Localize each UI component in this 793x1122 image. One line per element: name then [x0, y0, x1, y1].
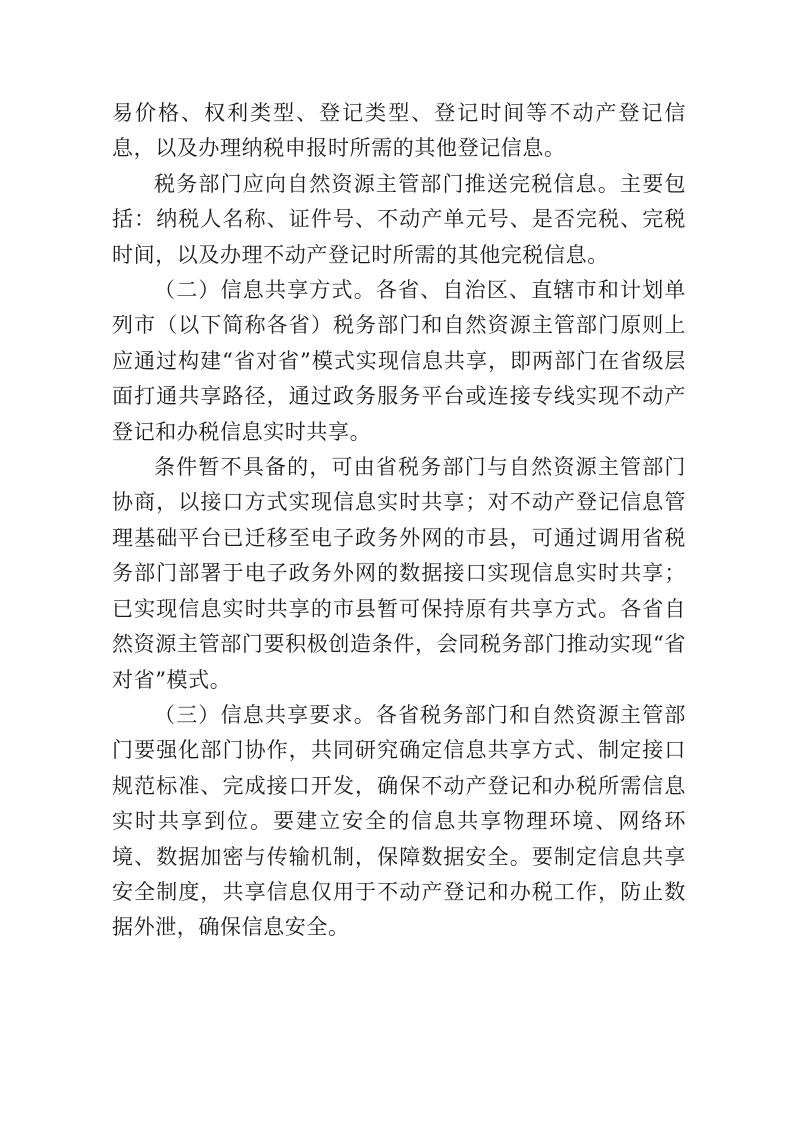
paragraph-sharing-method: （二）信息共享方式。各省、自治区、直辖市和计划单列市（以下简称各省）税务部门和自然资源主管部门原则上应通过构建“省对省”模式实现信息共享，即两部门在省级层面打通共享路径，通过政务服务平台或连接专线实现不动产登记和办税信息实时共享。: [112, 278, 686, 444]
paragraph-interim-conditions: 条件暂不具备的，可由省税务部门与自然资源主管部门协商，以接口方式实现信息实时共享；对不动产登记信息管理基础平台已迁移至电子政务外网的市县，可通过调用省税务部门部署于电子政务外网的数据接口实现信息实时共享；已实现信息实时共享的市县暂可保持原有共享方式。各省自然资源主管部门要积极创造条件，会同税务部门推动实现“省对省”模式。: [112, 455, 686, 692]
paragraph-sharing-requirements: （三）信息共享要求。各省税务部门和自然资源主管部门要强化部门协作，共同研究确定信息共享方式、制定接口规范标准、完成接口开发，确保不动产登记和办税所需信息实时共享到位。要建立安全的信息共享物理环境、网络环境、数据加密与传输机制，保障数据安全。要制定信息共享安全制度，共享信息仅用于不动产登记和办税工作，防止数据外泄，确保信息安全。: [112, 702, 686, 940]
paragraph-registration-info: 易价格、权利类型、登记类型、登记时间等不动产登记信息，以及办理纳税申报时所需的其他登记信息。: [112, 101, 686, 161]
document-body: [112, 96, 686, 946]
paragraph-tax-info: 税务部门应向自然资源主管部门推送完税信息。主要包括：纳税人名称、证件号、不动产单元号、是否完税、完税时间，以及办理不动产登记时所需的其他完税信息。: [112, 171, 686, 267]
